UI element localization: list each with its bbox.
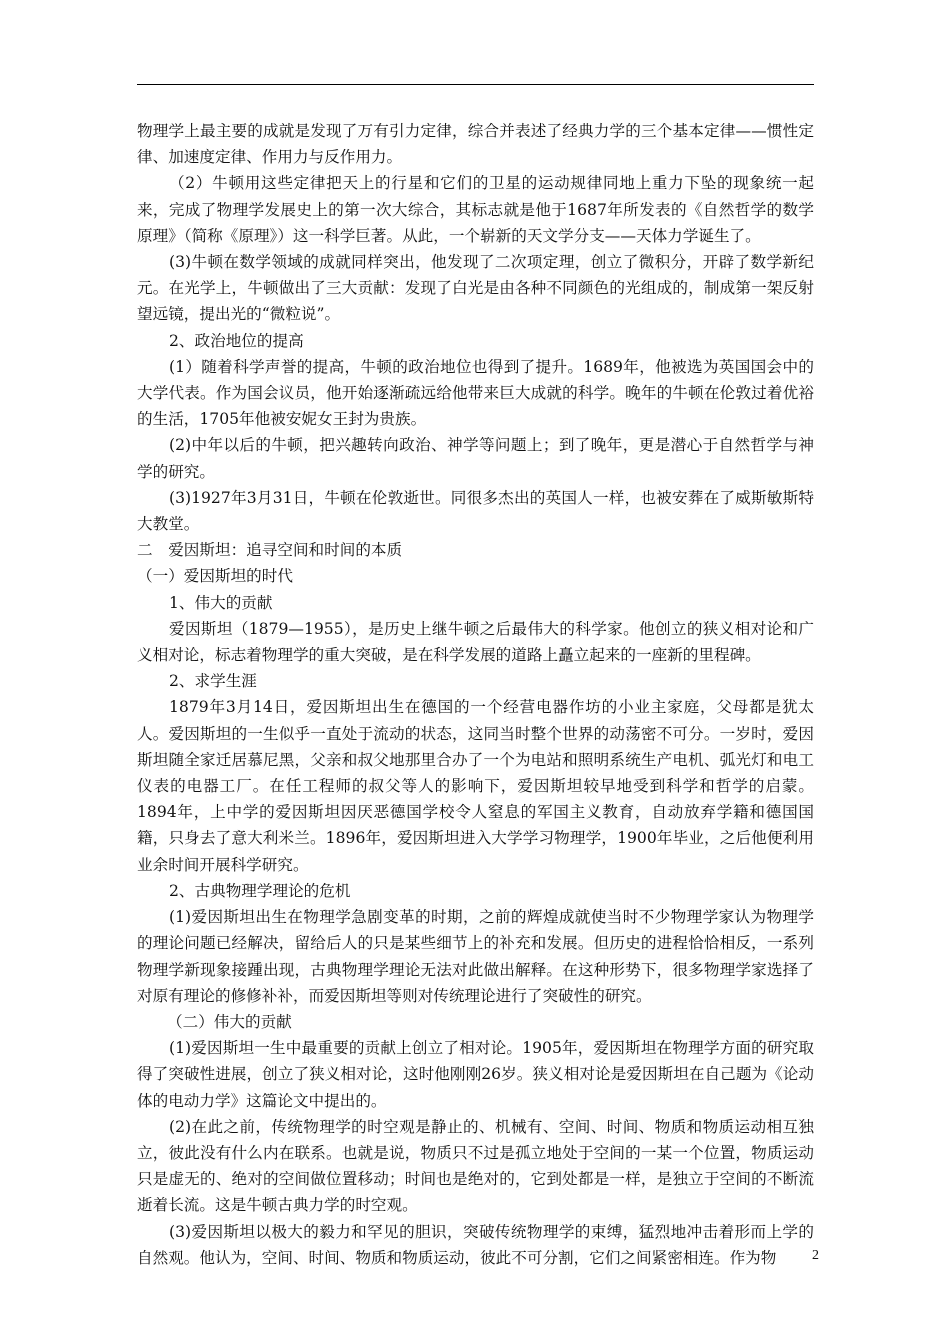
chapter-heading: 二 爱因斯坦：追寻空间和时间的本质 (137, 541, 403, 560)
paragraph: 1879年3月14日，爱因斯坦出生在德国的一个经营电器作坊的小业主家庭，父母都是犹太人。爱因斯坦的一生似乎一直处于流动的状态，这同当时整个世界的动荡密不可分。一岁时，爱因斯坦随全家迁居慕尼黑，父亲和叔父地那里合办了一个为电站和照明系统生产电机、弧光灯和电工仪表的电器工厂。在任工程师的叔父等人的影响下，爱因斯坦较早地受到科学和哲学的启蒙。1894年，上中学的爱因斯坦因厌恶德国学校令人窒息的军国主义教育，自动放弃学籍和德国国籍，只身去了意大利米兰。1896年，爱因斯坦进入大学学习物理学，1900年毕业，之后他便利用业余时间开展科学研究。 (137, 698, 814, 874)
paragraph: (2)在此之前，传统物理学的时空观是静止的、机械有、空间、时间、物质和物质运动相互独立，彼此没有什么内在联系。也就是说，物质只不过是孤立地处于空间的一某一个位置，物质运动只是虚无的、绝对的空间做位置移动；时间也是绝对的，它到处都是一样，是独立于空间的不断流逝着长流。这是牛顿古典力学的时空观。 (137, 1117, 814, 1215)
paragraph: (3)牛顿在数学领域的成就同样突出，他发现了二次项定理，创立了微积分，开辟了数学新纪元。在光学上，牛顿做出了三大贡献：发现了白光是由各种不同颜色的光组成的，制成第一架反射望远镜，提出光的“微粒说”。 (137, 253, 814, 324)
section-heading: 2、古典物理学理论的危机 (169, 881, 351, 900)
body-text (137, 118, 814, 1271)
section-heading: （一）爱因斯坦的时代 (137, 567, 293, 586)
section-heading: （二）伟大的贡献 (167, 1012, 292, 1031)
paragraph: (3)1927年3月31日，牛顿在伦敦逝世。同很多杰出的英国人一样，也被安葬在了威斯敏斯特大教堂。 (137, 488, 814, 534)
paragraph: (1)爱因斯坦出生在物理学急剧变革的时期，之前的辉煌成就使当时不少物理学家认为物理学的理论问题已经解决，留给后人的只是某些细节上的补充和发展。但历史的进程恰恰相反，一系列物理学新现象接踵出现，古典物理学理论无法对此做出解释。在这种形势下，很多物理学家选择了对原有理论的修修补补，而爱因斯坦等则对传统理论进行了突破性的研究。 (137, 908, 814, 1005)
section-heading: 2、求学生涯 (169, 672, 257, 691)
paragraph: （2）牛顿用这些定律把天上的行星和它们的卫星的运动规律同地上重力下坠的现象统一起来，完成了物理学发展史上的第一次大综合，其标志就是他于1687年所发表的《自然哲学的数学原理》（简称《原理》）这一科学巨著。从此，一个崭新的天文学分支——天体力学诞生了。 (137, 174, 814, 245)
paragraph: (1)爱因斯坦一生中最重要的贡献上创立了相对论。1905年，爱因斯坦在物理学方面的研究取得了突破性进展，创立了狭义相对论，这时他刚刚26岁。狭义相对论是爱因斯坦在自己题为《论动体的电动力学》这篇论文中提出的。 (137, 1039, 814, 1110)
paragraph: 物理学上最主要的成就是发现了万有引力定律，综合并表述了经典力学的三个基本定律——惯性定律、加速度定律、作用力与反作用力。 (137, 122, 814, 167)
paragraph: (1）随着科学声誉的提高，牛顿的政治地位也得到了提升。1689年，他被选为英国国会中的大学代表。作为国会议员，他开始逐渐疏远给他带来巨大成就的科学。晚年的牛顿在伦敦过着优裕的生活，1705年他被安妮女王封为贵族。 (137, 357, 814, 429)
page-number: 2 (812, 1248, 819, 1263)
paragraph: (2)中年以后的牛顿，把兴趣转向政治、神学等问题上；到了晚年，更是潜心于自然哲学与神学的研究。 (137, 436, 814, 481)
paragraph: 爱因斯坦（1879—1955），是历史上继牛顿之后最伟大的科学家。他创立的狭义相对论和广义相对论，标志着物理学的重大突破，是在科学发展的道路上矗立起来的一座新的里程碑。 (137, 619, 814, 665)
header-rule (137, 84, 814, 85)
section-heading: 2、政治地位的提高 (169, 331, 304, 350)
section-heading: 1、伟大的贡献 (169, 593, 273, 612)
paragraph: (3)爱因斯坦以极大的毅力和罕见的胆识，突破传统物理学的束缚，猛烈地冲击着形而上学的自然观。他认为，空间、时间、物质和物质运动，彼此不可分割，它们之间紧密相连。作为物 (137, 1222, 814, 1267)
